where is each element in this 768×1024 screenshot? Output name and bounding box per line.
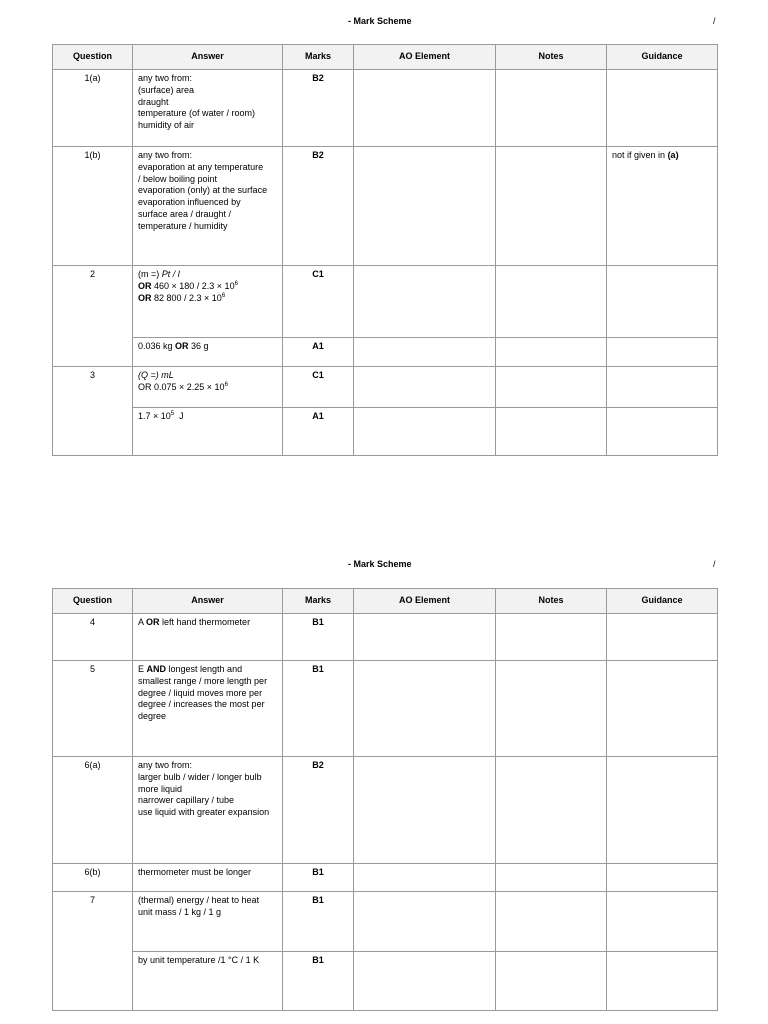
- ao-element-cell: [354, 70, 496, 147]
- ao-element-cell: [354, 864, 496, 892]
- marks-cell: B2: [283, 757, 354, 864]
- guidance-text: not if given in: [612, 150, 666, 160]
- table-row: [53, 367, 718, 408]
- question-cell: 7: [53, 892, 133, 1011]
- question-cell: 6(b): [53, 864, 133, 892]
- answer-cell: thermometer must be longer: [133, 864, 283, 892]
- guidance-cell: [607, 70, 718, 147]
- answer-cell: [133, 147, 283, 266]
- answer-cell: [133, 70, 283, 147]
- answer-text: OR 0.075 × 2.25 × 10: [138, 381, 225, 392]
- notes-cell: [496, 147, 607, 266]
- marks-cell: A1: [283, 338, 354, 367]
- marks-cell: A1: [283, 408, 354, 456]
- guidance-cell: [607, 367, 718, 408]
- notes-cell: [496, 266, 607, 338]
- notes-cell: [496, 614, 607, 661]
- answer-line: evaporation influenced by: [138, 197, 241, 208]
- page-header-slash: /: [713, 16, 716, 26]
- ao-element-cell: [354, 266, 496, 338]
- marks-cell: B1: [283, 864, 354, 892]
- answer-cell: [133, 367, 283, 408]
- column-header: Guidance: [607, 589, 718, 614]
- answer-line: more liquid: [138, 783, 183, 794]
- notes-cell: [496, 70, 607, 147]
- answer-cell: [133, 661, 283, 757]
- answer-text: left hand thermometer: [159, 617, 251, 627]
- table-header-row: [53, 589, 718, 614]
- question-cell: 5: [53, 661, 133, 757]
- table-header-row: [53, 45, 718, 70]
- column-header: Answer: [133, 589, 283, 614]
- answer-text: 460 × 180 / 2.3 × 10: [151, 280, 235, 291]
- table-row: [53, 147, 718, 266]
- column-header: Question: [53, 589, 133, 614]
- table-row: [53, 757, 718, 864]
- answer-line: larger bulb / wider / longer bulb: [138, 771, 262, 782]
- guidance-cell: [607, 892, 718, 952]
- answer-line: any two from:: [138, 150, 193, 160]
- guidance-cell: [607, 147, 718, 266]
- answer-line: [138, 293, 277, 305]
- notes-cell: [496, 757, 607, 864]
- notes-cell: [496, 338, 607, 367]
- column-header: AO Element: [354, 45, 496, 70]
- answer-text: longest length and: [166, 664, 243, 674]
- answer-cell: [133, 757, 283, 864]
- answer-cell: [133, 266, 283, 338]
- table-row: [53, 864, 718, 892]
- table-row: [53, 266, 718, 338]
- notes-cell: [496, 864, 607, 892]
- marks-cell: C1: [283, 367, 354, 408]
- answer-line: degree / liquid moves more per: [138, 687, 263, 698]
- marks-cell: B2: [283, 147, 354, 266]
- column-header: Marks: [283, 589, 354, 614]
- mark-scheme-table: [52, 588, 718, 1011]
- ao-element-cell: [354, 147, 496, 266]
- page-header: [0, 14, 768, 30]
- guidance-cell: [607, 266, 718, 338]
- ao-element-cell: [354, 952, 496, 1011]
- answer-text: 1.7 × 10: [138, 411, 171, 421]
- guidance-part-ref: (a): [667, 150, 679, 160]
- mark-scheme-table: [52, 44, 718, 456]
- page-title: - Mark Scheme: [348, 16, 412, 26]
- answer-text: (m =): [138, 269, 162, 279]
- answer-line: use liquid with greater expansion: [138, 807, 270, 818]
- question-cell: 3: [53, 367, 133, 456]
- question-cell: 2: [53, 266, 133, 367]
- answer-text: J: [174, 411, 184, 421]
- notes-cell: [496, 892, 607, 952]
- notes-cell: [496, 367, 607, 408]
- or-keyword: OR: [138, 292, 152, 303]
- exponent: 6: [221, 292, 226, 299]
- column-header: Notes: [496, 589, 607, 614]
- answer-cell: [133, 338, 283, 367]
- exponent: 6: [234, 280, 238, 287]
- column-header: Question: [53, 45, 133, 70]
- or-keyword: OR: [146, 617, 160, 627]
- table-row: [53, 408, 718, 456]
- marks-cell: B2: [283, 70, 354, 147]
- exponent: 6: [224, 381, 228, 388]
- column-header: Notes: [496, 45, 607, 70]
- or-keyword: OR: [138, 280, 152, 291]
- answer-line: surface area / draught /: [138, 208, 232, 219]
- answer-line: (surface) area: [138, 84, 195, 95]
- marks-cell: B1: [283, 892, 354, 952]
- answer-formula: Pt / l: [161, 269, 180, 279]
- answer-line: evaporation at any temperature: [138, 161, 264, 172]
- column-header: AO Element: [354, 589, 496, 614]
- ao-element-cell: [354, 614, 496, 661]
- notes-cell: [496, 408, 607, 456]
- question-cell: 4: [53, 614, 133, 661]
- answer-cell: [133, 408, 283, 456]
- answer-text: 82 800 / 2.3 × 10: [151, 292, 222, 303]
- ao-element-cell: [354, 892, 496, 952]
- question-cell: 1(a): [53, 70, 133, 147]
- answer-line: any two from:: [138, 73, 193, 83]
- ao-element-cell: [354, 408, 496, 456]
- answer-line: temperature (of water / room): [138, 108, 256, 119]
- ao-element-cell: [354, 338, 496, 367]
- answer-line: draught: [138, 96, 169, 107]
- column-header: Guidance: [607, 45, 718, 70]
- notes-cell: [496, 661, 607, 757]
- ao-element-cell: [354, 757, 496, 864]
- marks-cell: C1: [283, 266, 354, 338]
- table-row: [53, 661, 718, 757]
- guidance-cell: [607, 661, 718, 757]
- table-row: [53, 70, 718, 147]
- answer-cell: by unit temperature /1 °C / 1 K: [133, 952, 283, 1011]
- answer-line: [138, 281, 277, 293]
- answer-line: degree: [138, 711, 167, 722]
- answer-line: degree / increases the most per: [138, 699, 265, 710]
- marks-cell: B1: [283, 952, 354, 1011]
- answer-line: narrower capillary / tube: [138, 795, 235, 806]
- answer-line: (thermal) energy / heat to heat: [138, 895, 260, 905]
- answer-line: [138, 382, 277, 394]
- table-row: [53, 952, 718, 1011]
- question-cell: 1(b): [53, 147, 133, 266]
- guidance-cell: [607, 614, 718, 661]
- answer-line: any two from:: [138, 760, 193, 770]
- answer-line: smallest range / more length per: [138, 675, 268, 686]
- page-title: - Mark Scheme: [348, 559, 412, 569]
- exponent: 5: [170, 411, 175, 417]
- answer-cell: [133, 614, 283, 661]
- guidance-cell: [607, 952, 718, 1011]
- answer-line: / below boiling point: [138, 173, 218, 184]
- answer-text: 0.036 kg: [138, 341, 176, 351]
- guidance-cell: [607, 408, 718, 456]
- answer-line: [138, 269, 277, 281]
- answer-line: [138, 664, 277, 676]
- marks-cell: B1: [283, 661, 354, 757]
- and-keyword: AND: [146, 664, 167, 674]
- column-header: Marks: [283, 45, 354, 70]
- ao-element-cell: [354, 661, 496, 757]
- guidance-cell: [607, 757, 718, 864]
- marks-cell: B1: [283, 614, 354, 661]
- guidance-cell: [607, 338, 718, 367]
- table-row: [53, 338, 718, 367]
- answer-text: 36 g: [188, 341, 209, 351]
- table-row: [53, 614, 718, 661]
- answer-line: temperature / humidity: [138, 220, 228, 231]
- page-header: [0, 557, 768, 573]
- answer-text: E: [138, 664, 147, 674]
- page-header-slash: /: [713, 559, 716, 569]
- or-keyword: OR: [175, 341, 189, 351]
- answer-cell: [133, 892, 283, 952]
- guidance-cell: [607, 864, 718, 892]
- question-cell: 6(a): [53, 757, 133, 864]
- notes-cell: [496, 952, 607, 1011]
- answer-line: evaporation (only) at the surface: [138, 185, 268, 196]
- table-row: [53, 892, 718, 952]
- answer-text: A: [138, 617, 147, 627]
- answer-line: humidity of air: [138, 120, 195, 131]
- ao-element-cell: [354, 367, 496, 408]
- column-header: Answer: [133, 45, 283, 70]
- answer-line: unit mass / 1 kg / 1 g: [138, 906, 222, 917]
- answer-formula: (Q =) mL: [138, 370, 174, 380]
